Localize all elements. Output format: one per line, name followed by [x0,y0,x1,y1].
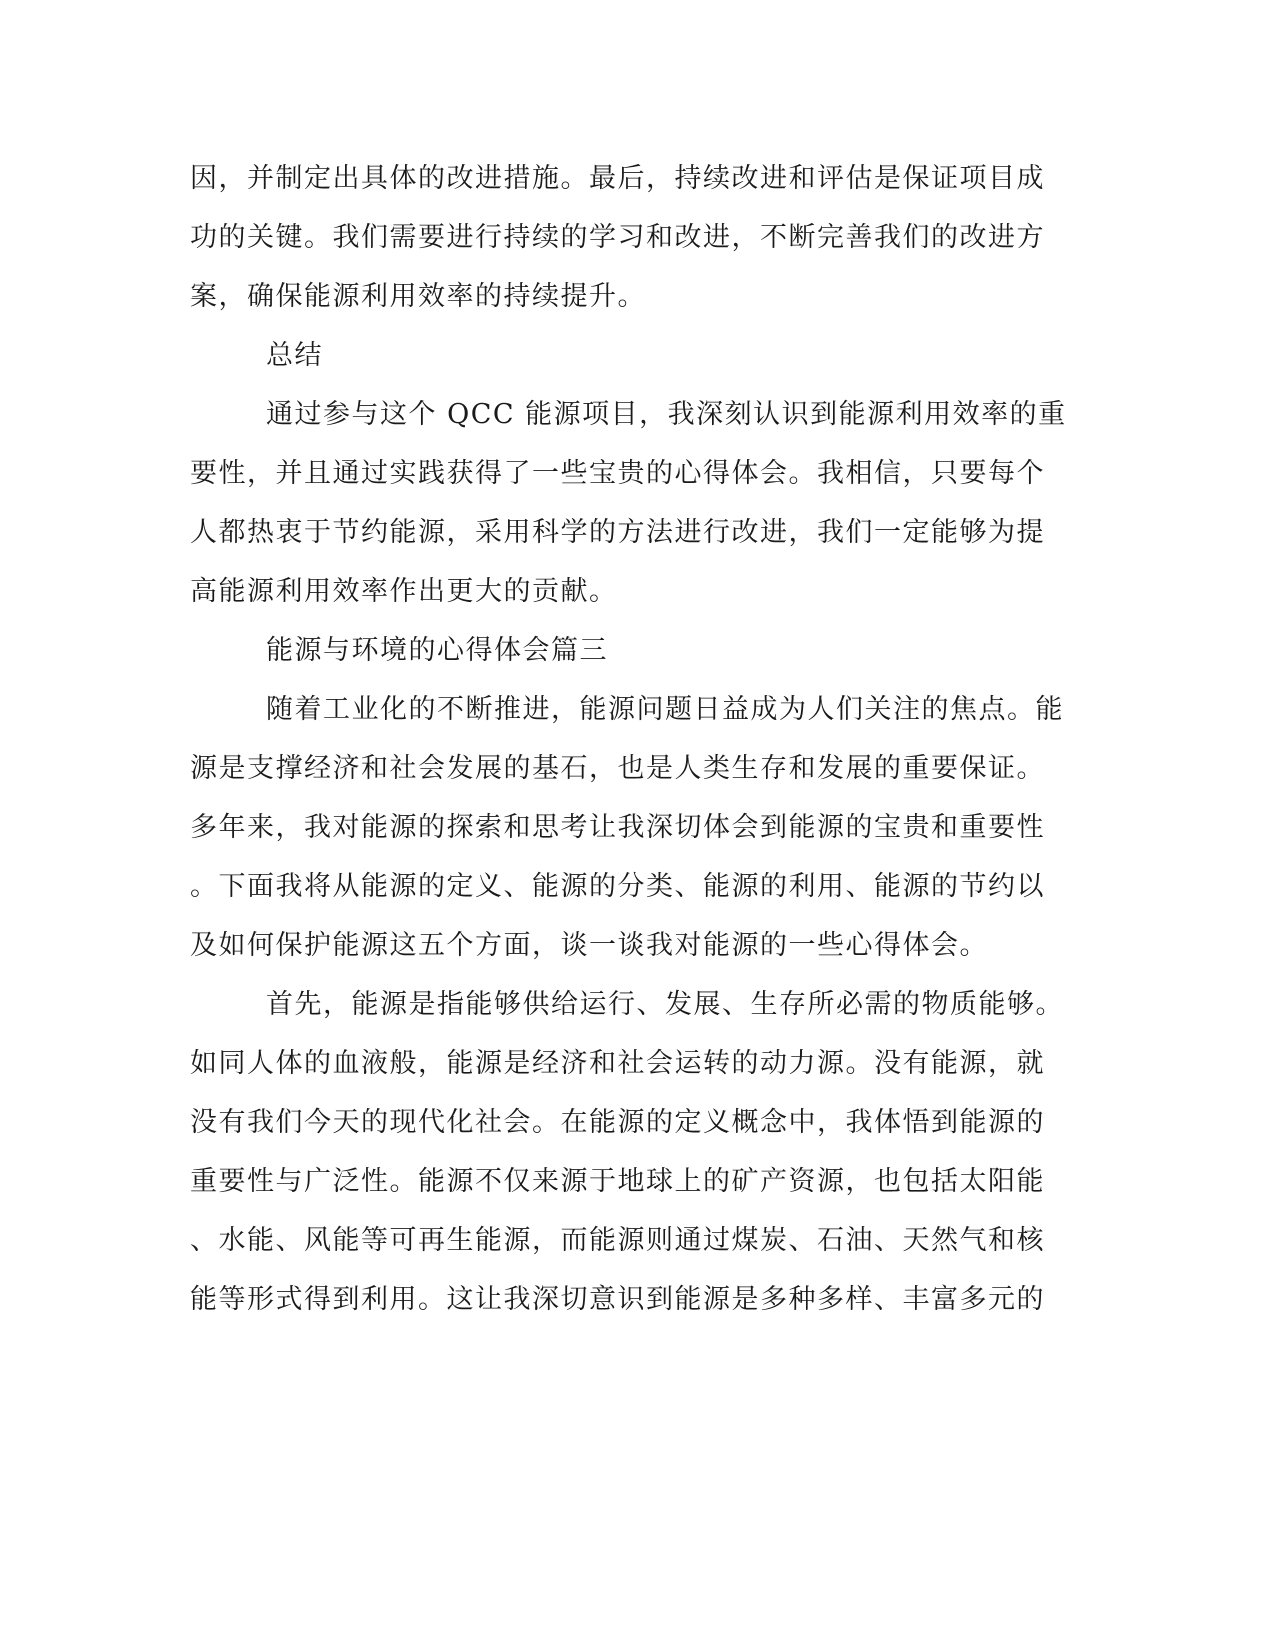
text-line: 、水能、风能等可再生能源，而能源则通过煤炭、石油、天然气和核 [190,1225,1045,1256]
text-line: 没有我们今天的现代化社会。在能源的定义概念中，我体悟到能源的 [190,1107,1045,1138]
text-line: 随着工业化的不断推进，能源问题日益成为人们关注的焦点。能 [266,694,1064,725]
text-line: 如同人体的血液般，能源是经济和社会运转的动力源。没有能源，就 [190,1048,1045,1079]
text-line: 首先，能源是指能够供给运行、发展、生存所必需的物质能够。 [266,989,1064,1020]
text-line: 人都热衷于节约能源，采用科学的方法进行改进，我们一定能够为提 [190,517,1045,548]
text-line: 多年来，我对能源的探索和思考让我深切体会到能源的宝贵和重要性 [190,812,1045,843]
text-line: 通过参与这个 QCC 能源项目，我深刻认识到能源利用效率的重 [266,399,1067,430]
section-heading-part-three: 能源与环境的心得体会篇三 [266,635,608,666]
text-line: 高能源利用效率作出更大的贡献。 [190,576,618,607]
text-line: 能等形式得到利用。这让我深切意识到能源是多种多样、丰富多元的 [190,1284,1045,1315]
text-line: 因，并制定出具体的改进措施。最后，持续改进和评估是保证项目成 [190,163,1045,194]
text-line: 功的关键。我们需要进行持续的学习和改进，不断完善我们的改进方 [190,222,1045,253]
text-line: 源是支撑经济和社会发展的基石，也是人类生存和发展的重要保证。 [190,753,1045,784]
text-line: 。下面我将从能源的定义、能源的分类、能源的利用、能源的节约以 [190,871,1045,902]
text-line: 案，确保能源利用效率的持续提升。 [190,281,646,312]
text-line: 要性，并且通过实践获得了一些宝贵的心得体会。我相信，只要每个 [190,458,1045,489]
section-heading-summary: 总结 [266,340,323,371]
text-line: 重要性与广泛性。能源不仅来源于地球上的矿产资源，也包括太阳能 [190,1166,1045,1197]
text-line: 及如何保护能源这五个方面，谈一谈我对能源的一些心得体会。 [190,930,988,961]
